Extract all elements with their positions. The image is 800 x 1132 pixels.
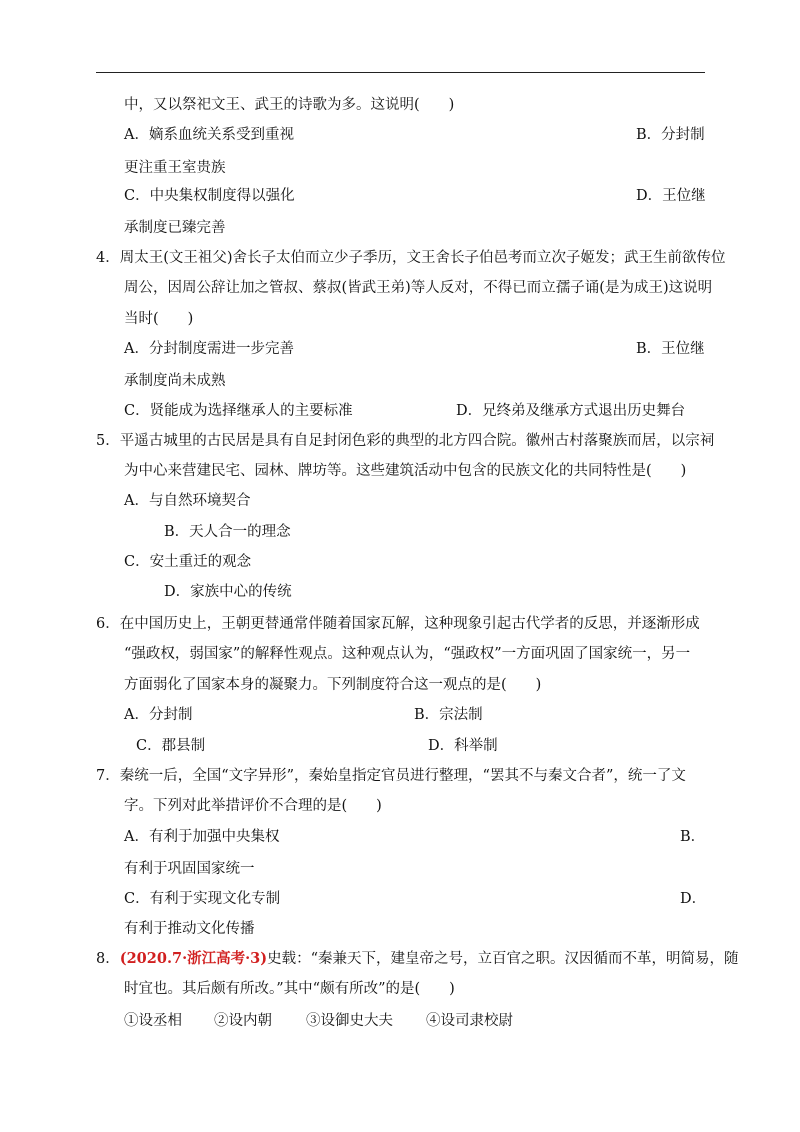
q5-option-c[interactable]: C．安土重迁的观念: [124, 554, 252, 570]
q8-source-tag: (2020.7·浙江高考·3): [119, 950, 268, 967]
q7-option-d[interactable]: D．: [680, 891, 707, 907]
q7-option-d-tail: 有利于推动文化传播: [124, 921, 255, 937]
q7-option-b[interactable]: B．: [680, 829, 706, 845]
q4-option-b[interactable]: B．王位继: [636, 341, 705, 357]
q8-item-3: ③设御史大夫: [306, 1013, 393, 1029]
q3-option-d[interactable]: D．王位继: [636, 188, 706, 204]
q5-option-a[interactable]: A．与自然环境契合: [124, 493, 251, 509]
q7-option-a[interactable]: A．有利于加强中央集权: [124, 829, 280, 845]
q8-stem-line1: [96, 950, 739, 968]
q6-option-c[interactable]: C．郡县制: [136, 738, 206, 754]
q3-option-a[interactable]: A．嫡系血统关系受到重视: [124, 127, 294, 143]
q5-option-b[interactable]: B．天人合一的理念: [164, 524, 291, 540]
q8-item-4: ④设司隶校尉: [426, 1013, 513, 1029]
q3-option-c[interactable]: C．中央集权制度得以强化: [124, 188, 295, 204]
q6-stem-line3: 方面弱化了国家本身的凝聚力。下列制度符合这一观点的是( ): [124, 677, 542, 693]
q6-option-d[interactable]: D．科举制: [428, 738, 498, 754]
q5-stem-line1: 5．平遥古城里的古民居是具有自足封闭色彩的典型的北方四合院。徽州古村落聚族而居，以宗祠: [96, 433, 715, 449]
q8-item-2: ②设内朝: [214, 1013, 272, 1029]
q6-option-b[interactable]: B．宗法制: [414, 707, 483, 723]
q7-option-c[interactable]: C．有利于实现文化专制: [124, 891, 281, 907]
q6-stem-line1: 6．在中国历史上，王朝更替通常伴随着国家瓦解，这种现象引起古代学者的反思，并逐渐形成: [96, 616, 700, 632]
q5-stem-line2: 为中心来营建民宅、园林、牌坊等。这些建筑活动中包含的民族文化的共同特性是( ): [124, 463, 687, 479]
q6-option-a[interactable]: A．分封制: [124, 707, 193, 723]
header-rule: [96, 72, 705, 73]
q4-option-a[interactable]: A．分封制度需进一步完善: [124, 341, 294, 357]
q4-stem-line2: 周公，因周公辞让加之管叔、蔡叔(皆武王弟)等人反对，不得已而立孺子诵(是为成王)这说明: [124, 280, 713, 296]
q8-stem-text: 史载：“秦兼天下，建皇帝之号，立百官之职。汉因循而不革，明简易，随: [267, 951, 739, 967]
q4-stem-line3: 当时( ): [124, 311, 194, 327]
q7-option-b-tail: 有利于巩固国家统一: [124, 861, 255, 877]
q8-number: 8．: [96, 951, 120, 967]
q5-option-d[interactable]: D．家族中心的传统: [164, 584, 292, 600]
q3-stem-continuation: 中，又以祭祀文王、武王的诗歌为多。这说明( ): [124, 97, 455, 113]
q3-option-b-tail: 更注重王室贵族: [124, 160, 226, 176]
q3-option-d-tail: 承制度已臻完善: [124, 220, 226, 236]
q4-option-d[interactable]: D．兄终弟及继承方式退出历史舞台: [456, 403, 686, 419]
q7-stem-line1: 7．秦统一后，全国“文字异形”，秦始皇指定官员进行整理，“罢其不与秦文合者”，统一了文: [96, 768, 686, 784]
q6-stem-line2: “强政权，弱国家”的解释性观点。这种观点认为，“强政权”一方面巩固了国家统一，另一: [124, 646, 691, 662]
q8-stem-line2: 时宜也。其后颇有所改。”其中“颇有所改”的是( ): [124, 981, 455, 997]
q7-stem-line2: 字。下列对此举措评价不合理的是( ): [124, 798, 382, 814]
q4-stem-line1: 4．周太王(文王祖父)舍长子太伯而立少子季历，文王舍长子伯邑考而立次子姬发；武王生前欲传位: [96, 250, 726, 266]
q4-option-c[interactable]: C．贤能成为选择继承人的主要标准: [124, 403, 353, 419]
q3-option-b[interactable]: B．分封制: [636, 127, 705, 143]
q8-item-1: ①设丞相: [124, 1013, 182, 1029]
q4-option-b-tail: 承制度尚未成熟: [124, 373, 226, 389]
